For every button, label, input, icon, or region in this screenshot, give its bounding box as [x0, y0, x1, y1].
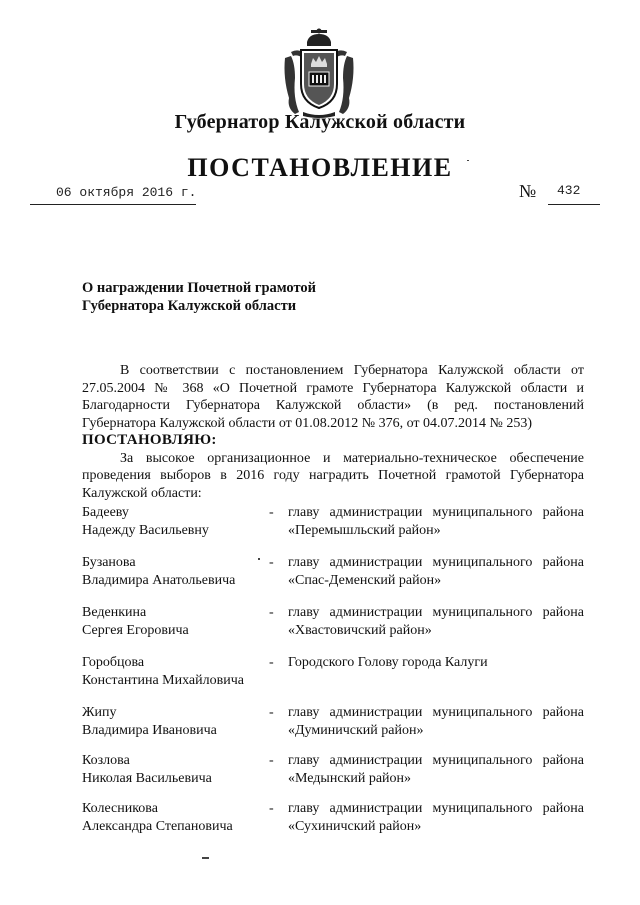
scan-speck [202, 857, 209, 859]
awardee-position-line-1: главу администрации муниципального района [288, 801, 584, 816]
coat-of-arms-emblem [281, 28, 357, 120]
awardee-position [288, 604, 584, 639]
awardee-position [288, 704, 584, 739]
awardee-given-name: Надежду Васильевну [82, 522, 209, 538]
awardee-dash: - [269, 555, 274, 570]
awardee-surname: Бадееву [82, 505, 129, 520]
awardee-row [82, 752, 584, 796]
awardee-surname: Колесникова [82, 801, 158, 816]
awardee-name [82, 654, 272, 689]
awardee-name [82, 704, 272, 739]
awardee-position-line-1: главу администрации муниципального района [288, 605, 584, 620]
awardee-dash: - [269, 655, 274, 670]
awardee-surname: Веденкина [82, 605, 147, 620]
subject-line-1: О награждении Почетной грамотой [82, 280, 317, 296]
awardee-given-name: Владимира Анатольевича [82, 572, 236, 588]
awardee-position-line-2: «Хвастовичский район» [288, 622, 432, 638]
awardee-given-name: Константина Михайловича [82, 672, 244, 688]
awardee-dash: - [269, 505, 274, 520]
awardee-row [82, 800, 584, 844]
awardee-position [288, 554, 584, 589]
awardee-row [82, 704, 584, 748]
awardee-name [82, 752, 272, 787]
awardee-name [82, 504, 272, 539]
resolution-paragraph: За высокое организационное и материально-техническое обеспечение проведения выборов в 2016 году наградить Почетной грамотой Губернатора Калужской области: [82, 450, 584, 501]
document-date: 06 октября 2016 г. [56, 185, 197, 200]
awardee-given-name: Владимира Ивановича [82, 722, 217, 738]
awardee-dash: - [269, 705, 274, 720]
awardee-position [288, 504, 584, 539]
document-subject [82, 279, 316, 315]
awardee-given-name: Александра Степановича [82, 818, 233, 834]
awardee-row [82, 654, 584, 698]
awardee-dash: - [269, 801, 274, 816]
awardee-surname: Козлова [82, 753, 130, 768]
awardee-row [82, 504, 584, 548]
document-number: 432 [557, 183, 581, 198]
awardee-name [82, 554, 272, 589]
awardee-position [288, 654, 584, 672]
awardee-surname: Бузанова [82, 555, 136, 570]
awardee-row [82, 554, 584, 598]
subject-line-2: Губернатора Калужской области [82, 298, 297, 314]
issuer-title: Губернатор Калужской области [174, 111, 466, 133]
awardee-surname: Жипу [82, 705, 117, 720]
scan-speck [258, 558, 260, 560]
scan-speck [467, 160, 469, 161]
awardee-position-line-1: главу администрации муниципального района [288, 753, 584, 768]
awardee-given-name: Сергея Егоровича [82, 622, 189, 638]
awardee-given-name: Николая Васильевича [82, 770, 212, 786]
decree-word: ПОСТАНОВЛЯЮ: [82, 432, 217, 448]
awardee-position-line-2: «Сухиничский район» [288, 818, 422, 834]
awardee-position-line-1: главу администрации муниципального района [288, 555, 584, 570]
awardee-dash: - [269, 605, 274, 620]
awardee-position-line-2: «Медынский район» [288, 770, 412, 786]
awardee-name [82, 800, 272, 835]
awardee-position [288, 752, 584, 787]
awardee-position-line-2: «Перемышльский район» [288, 522, 441, 538]
awardee-position-line-2: «Думиничский район» [288, 722, 424, 738]
awardee-position-line-1: главу администрации муниципального района [288, 505, 584, 520]
document-body [82, 362, 584, 502]
awardee-surname: Горобцова [82, 655, 145, 670]
awardee-position-line-2: «Спас-Деменский район» [288, 572, 442, 588]
number-label: № [519, 181, 537, 201]
awardee-row [82, 604, 584, 648]
awardee-position [288, 800, 584, 835]
awardee-dash: - [269, 753, 274, 768]
document-type-heading: ПОСТАНОВЛЕНИЕ [187, 153, 453, 182]
preamble-paragraph: В соответствии с постановлением Губернатора Калужской области от 27.05.2004 № 368 «О Почетной грамоте Губернатора Калужской области и Благодарности Губернатора Калужской области» (в ред. постановлений Губернатора Калужской области от 01.08.2012 № 376, от 04.07.2014 № 253) [82, 363, 584, 431]
awardee-position-line-1: Городского Голову города Калуги [288, 655, 488, 670]
awardee-position-line-1: главу администрации муниципального района [288, 705, 584, 720]
awardee-name [82, 604, 272, 639]
